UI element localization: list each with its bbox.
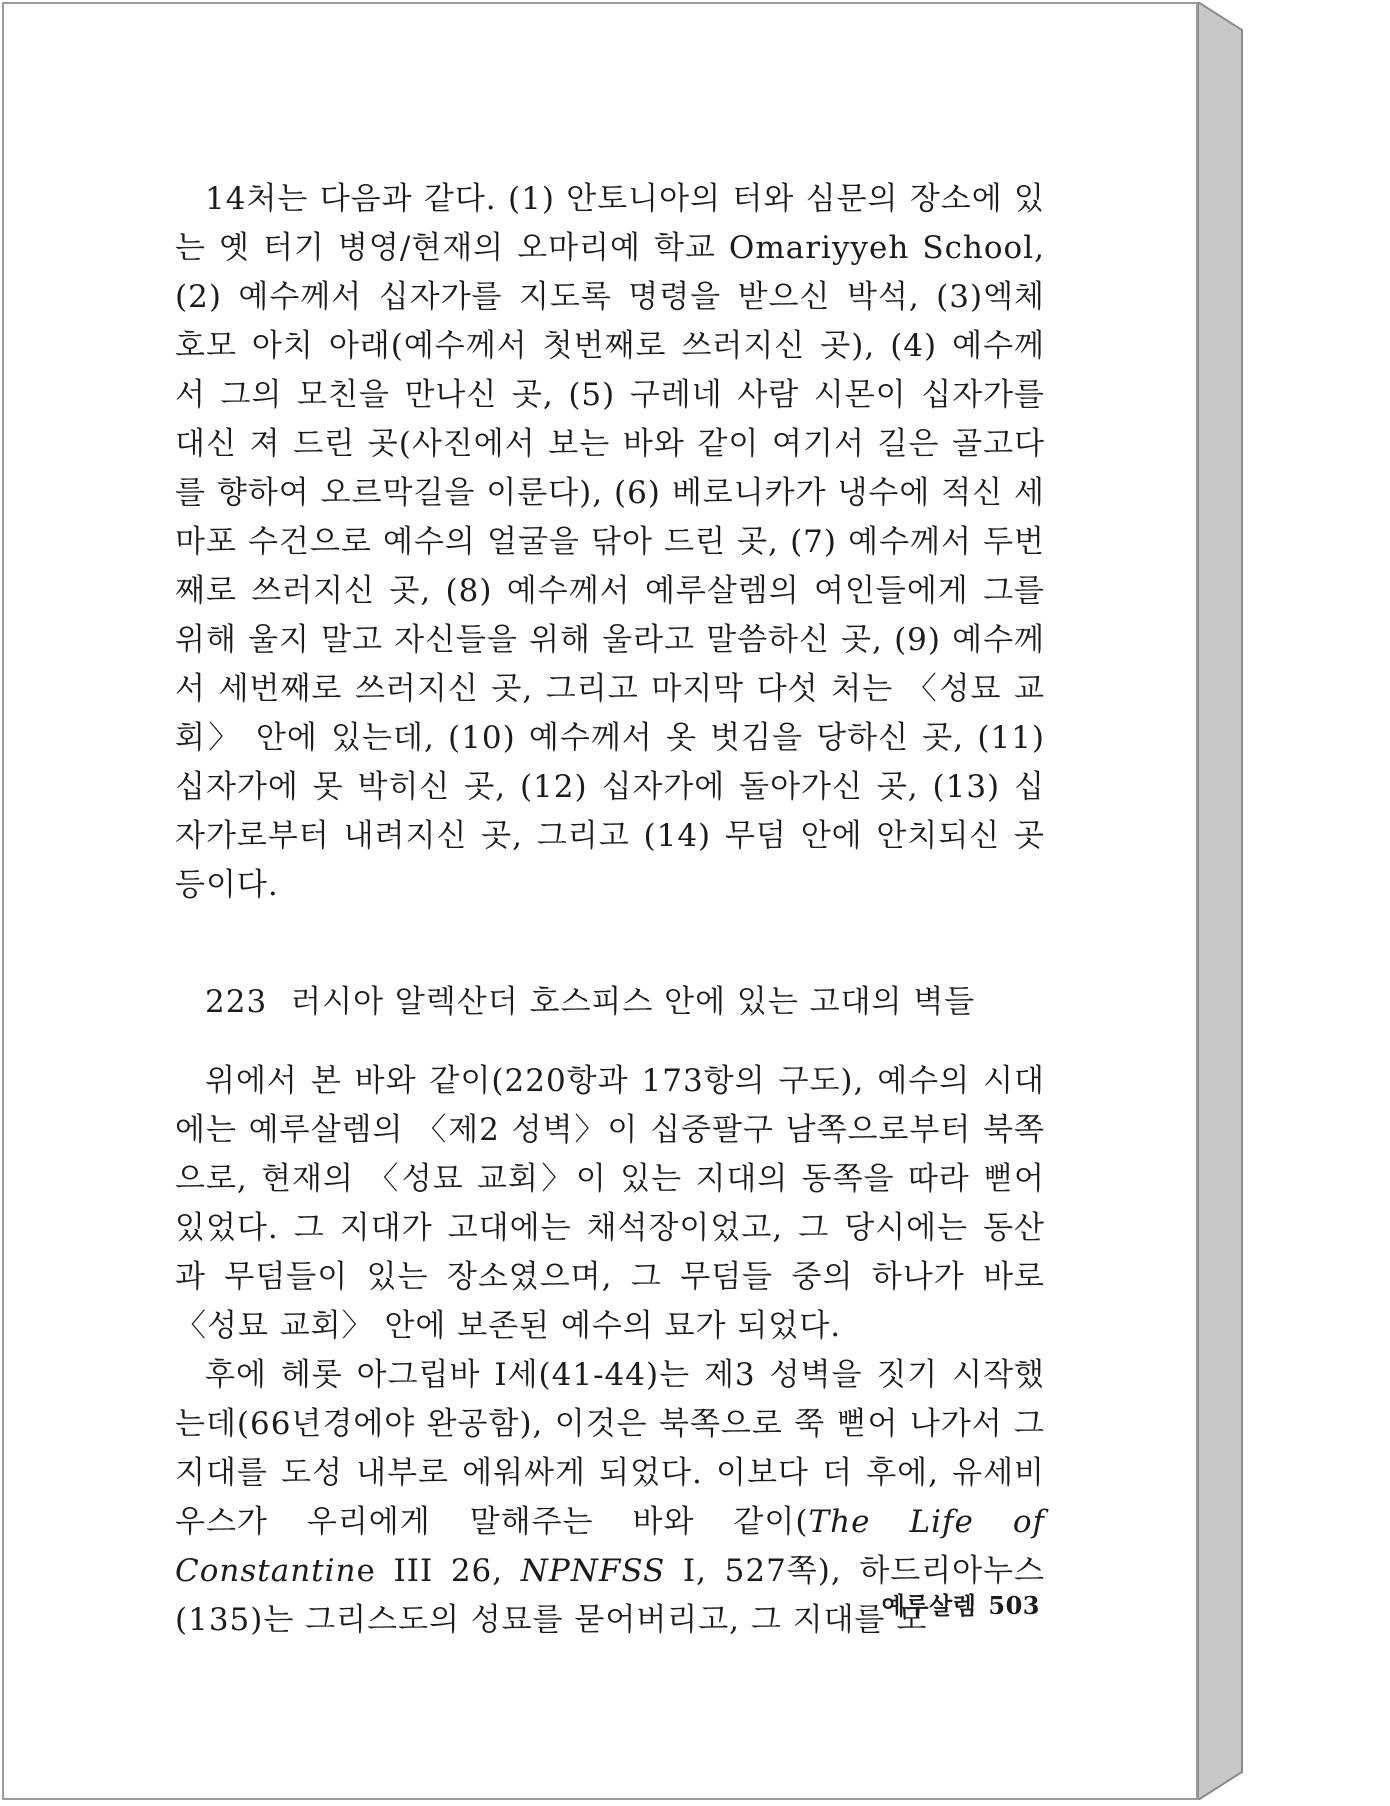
page-footer	[860, 1586, 1040, 1621]
paragraph-text: I, 527쪽), 하드리아누스(135)는 그리스도의 성묘를 묻어버리고, 그 지대를 모	[175, 1553, 1045, 1638]
series-abbreviation-italic: NPNFSS	[520, 1553, 666, 1589]
book-title-italic: The Life of Constantin	[175, 1504, 1046, 1589]
section-number: 223	[205, 984, 268, 1020]
paragraph-text: 후에 헤롯 아그립바 I세(41-44)는 제3 성벽을 짓기 시작했는데(66년경에야 완공함), 이것은 북쪽으로 쭉 뻗어 나가서 그 지대를 도성 내부로 에워싸게 되었다. 이보다 더 후에, 유세비우스가 우리에게 말해주는 바와 같이(	[175, 1357, 1045, 1540]
body-paragraph-second-wall: 위에서 본 바와 같이(220항과 173항의 구도), 예수의 시대에는 예루살렘의 〈제2 성벽〉이 십중팔구 남쪽으로부터 북쪽으로, 현재의 〈성묘 교회〉이 있는 지대의 동쪽을 따라 뻗어 있었다. 그 지대가 고대에는 채석장이었고, 그 당시에는 동산과 무덤들이 있는 장소였으며, 그 무덤들 중의 하나가 바로 〈성묘 교회〉 안에 보존된 예수의 묘가 되었다.	[175, 1063, 1045, 1344]
section-body	[175, 1057, 1045, 1645]
section-heading	[175, 978, 1045, 1027]
body-paragraph-stations: 14처는 다음과 같다. (1) 안토니아의 터와 심문의 장소에 있는 옛 터기 병영/현재의 오마리예 학교 Omariyyeh School, (2) 예수께서 십자가를 지도록 명령을 받으신 박석, (3)엑체 호모 아치 아래(예수께서 첫번째로 쓰러지신 곳), (4) 예수께서 그의 모친을 만나신 곳, (5) 구레네 사람 시몬이 십자가를 대신 져 드린 곳(사진에서 보는 바와 같이 여기서 길은 골고다를 향하여 오르막길을 이룬다), (6) 베로니카가 냉수에 적신 세마포 수건으로 예수의 얼굴을 닦아 드린 곳, (7) 예수께서 두번째로 쓰러지신 곳, (8) 예수께서 예루살렘의 여인들에게 그를 위해 울지 말고 자신들을 위해 울라고 말씀하신 곳, (9) 예수께서 세번째로 쓰러지신 곳, 그리고 마지막 다섯 처는 〈성묘 교회〉 안에 있는데, (10) 예수께서 옷 벗김을 당하신 곳, (11) 십자가에 못 박히신 곳, (12) 십자가에 돌아가신 곳, (13) 십자가로부터 내려지신 곳, 그리고 (14) 무덤 안에 안치되신 곳 등이다.	[175, 181, 1045, 903]
page-number: 503	[988, 1591, 1040, 1620]
page-text	[175, 175, 1045, 1645]
page-edge-thickness	[1198, 2, 1268, 1800]
paragraph-text: e III 26,	[356, 1553, 521, 1589]
running-head: 예루살렘	[881, 1591, 977, 1620]
section-title: 러시아 알렉산더 호스피스 안에 있는 고대의 벽들	[291, 984, 976, 1020]
page-edge-shape	[1198, 2, 1268, 1800]
